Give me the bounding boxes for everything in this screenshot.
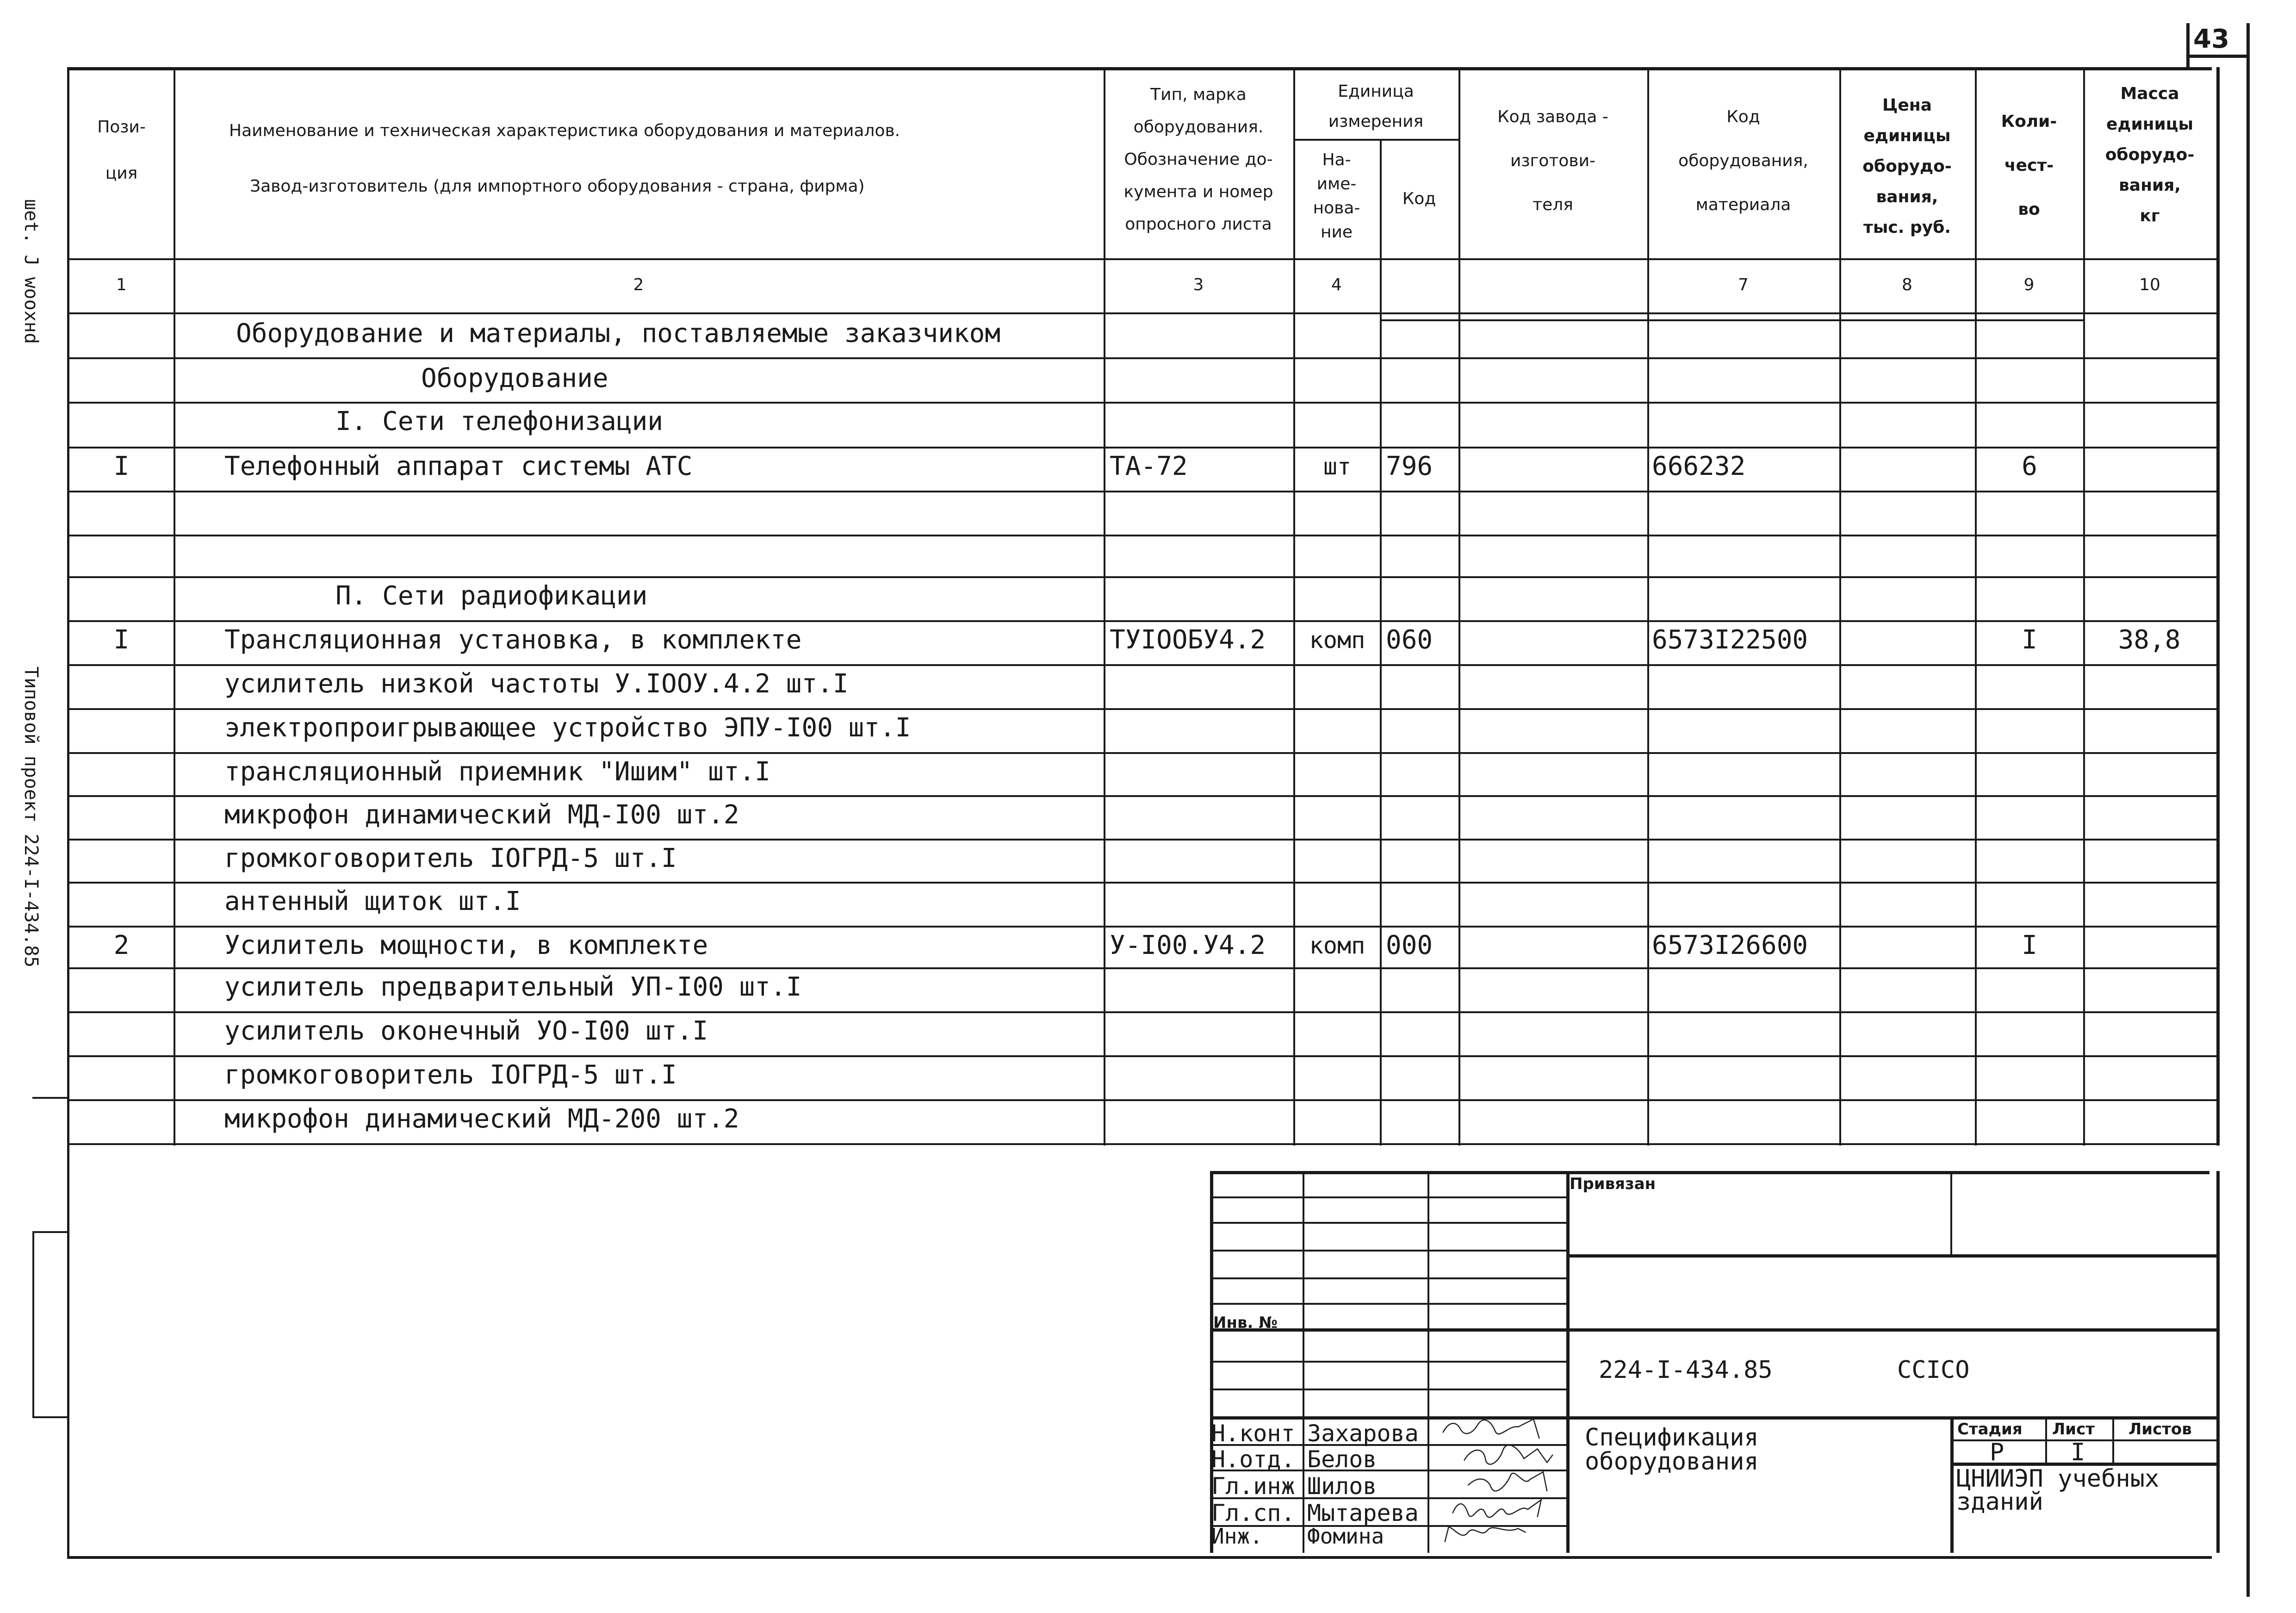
sheets-label: Листов (2128, 1420, 2192, 1439)
row-code: 060 (1386, 625, 1433, 655)
row-name: усилитель предварительный УП-I00 шт.I (224, 972, 802, 1002)
role-name: Мытарева (1307, 1500, 1419, 1526)
sheet-number: 43 (2193, 24, 2229, 54)
inventory-number-label: Инв. № (1213, 1314, 1278, 1332)
side-text-top: шеt. J wоохнd (20, 199, 42, 344)
column-number: 1 (116, 275, 127, 294)
header-position: Пози- ция (97, 118, 146, 183)
privyazan-label: Привязан (1570, 1175, 1656, 1193)
stage-value: Р (1990, 1439, 2004, 1466)
row-pos: 2 (113, 930, 130, 960)
header-name-line1: Наименование и техническая характеристика оборудования и материалов. (229, 121, 900, 140)
row-eq-code: 6573I26600 (1652, 930, 1808, 960)
row-qty: I (2022, 930, 2037, 960)
row-name: П. Сети радиофикации (335, 581, 648, 611)
document-code: ССIСО (1897, 1356, 1970, 1384)
role-label: Н.отд. (1211, 1446, 1295, 1473)
header-price: Цена единицы оборудо- вания, тыс. руб. (1862, 96, 1952, 237)
role-name: Белов (1307, 1446, 1377, 1473)
document-title: Спецификация оборудования (1585, 1424, 1759, 1476)
column-number: 2 (633, 275, 644, 294)
header-name-line2: Завод-изготовитель (для импортного оборудования - страна, фирма) (250, 177, 865, 196)
role-label: Гл.сп. (1211, 1500, 1295, 1526)
column-number: 9 (2023, 275, 2035, 294)
signature-mytareva (1430, 1496, 1564, 1519)
role-name: Фомина (1307, 1524, 1384, 1549)
header-equipment-code: Код оборудования, материала (1678, 107, 1808, 214)
row-name: Оборудование и материалы, поставляемые заказчиком (236, 318, 1001, 349)
role-label: Гл.инж (1211, 1473, 1295, 1500)
role-label: Н.конт (1211, 1420, 1295, 1447)
signature-fomina (1430, 1523, 1564, 1546)
header-unit: Единица измерения (1328, 82, 1424, 131)
column-number: 7 (1738, 275, 1749, 294)
row-unit: комп (1309, 932, 1365, 959)
signature-shilov (1430, 1470, 1564, 1493)
row-code: 796 (1386, 451, 1433, 481)
row-unit: комп (1309, 627, 1365, 654)
row-eq-code: 666232 (1652, 451, 1746, 481)
signature-belov (1430, 1443, 1564, 1466)
row-name: громкоговоритель IОГРД-5 шт.I (224, 843, 677, 873)
header-unit-name: На- име- нова- ние (1313, 150, 1360, 242)
row-code: 000 (1386, 930, 1433, 960)
row-type: ТА-72 (1110, 451, 1188, 481)
header-plant-code: Код завода - изготови- теля (1497, 107, 1608, 214)
row-name: Усилитель мощности, в комплекте (224, 930, 708, 960)
stage-label: Стадия (1957, 1420, 2023, 1439)
column-number: 4 (1331, 275, 1342, 294)
column-number: 10 (2139, 275, 2160, 294)
row-pos: I (113, 451, 130, 481)
row-name: Телефонный аппарат системы АТС (224, 451, 693, 481)
row-type: ТУIООБУ4.2 (1110, 625, 1266, 655)
row-name: Оборудование (421, 363, 608, 393)
signature-zakharova (1430, 1417, 1564, 1440)
row-name: усилитель низкой частоты У.IООУ.4.2 шт.I (224, 669, 849, 699)
row-mass: 38,8 (2118, 625, 2181, 655)
organization: ЦНИИЭП учебных зданий (1956, 1465, 2159, 1516)
header-type: Тип, марка оборудования. Обозначение до- кумента и номер опросного листа (1123, 85, 1273, 234)
document-number: 224-I-434.85 (1599, 1356, 1773, 1384)
row-pos: I (113, 625, 130, 655)
row-name: антенный щиток шт.I (224, 886, 521, 916)
row-eq-code: 6573I22500 (1652, 625, 1808, 655)
row-qty: I (2022, 625, 2037, 655)
row-name: I. Сети телефонизации (335, 406, 664, 436)
row-name: микрофон динамический МД-I00 шт.2 (224, 800, 739, 830)
header-quantity: Коли- чест- во (2001, 112, 2057, 219)
row-name: трансляционный приемник "Ишим" шт.I (224, 757, 771, 787)
header-unit-code: Код (1402, 189, 1436, 208)
row-unit: шт (1323, 453, 1352, 480)
role-name: Шилов (1307, 1473, 1377, 1500)
header-mass: Масса единицы оборудо- вания, кг (2105, 84, 2195, 225)
sheet-value: I (2071, 1439, 2085, 1466)
role-name: Захарова (1307, 1420, 1419, 1447)
role-label: Инж. (1211, 1524, 1263, 1549)
row-name: микрофон динамический МД-200 шт.2 (224, 1104, 739, 1134)
row-name: электропроигрывающее устройство ЭПУ-I00 шт.I (224, 713, 911, 743)
row-qty: 6 (2022, 451, 2037, 481)
column-number: 3 (1193, 275, 1204, 294)
column-number: 8 (1902, 275, 1912, 294)
row-name: громкоговоритель IОГРД-5 шт.I (224, 1060, 677, 1090)
row-name: усилитель оконечный УО-I00 шт.I (224, 1016, 708, 1046)
row-type: У-I00.У4.2 (1110, 930, 1266, 960)
row-name: Трансляционная установка, в комплекте (224, 625, 802, 655)
sheet-label: Лист (2052, 1420, 2095, 1439)
side-text-bottom: Типовой проект 224-I-434.85 (20, 666, 42, 968)
